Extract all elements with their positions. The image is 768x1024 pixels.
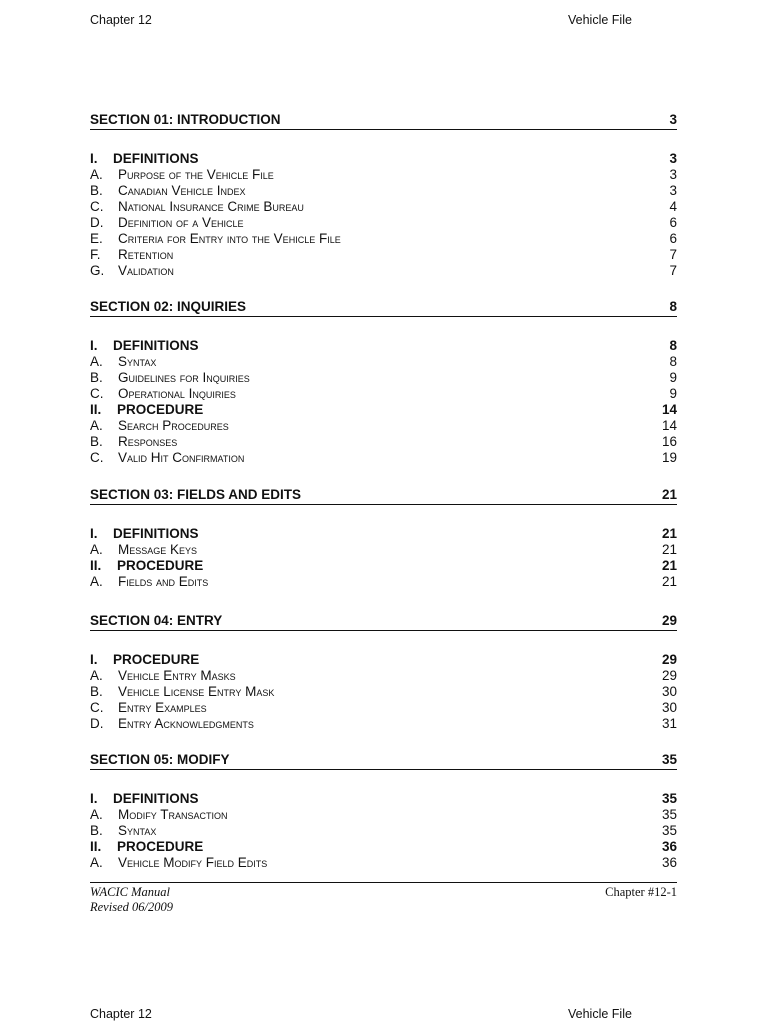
toc-entry-page: 9: [669, 385, 677, 401]
toc-entry-page: 29: [661, 652, 677, 667]
toc-entry-page: 14: [661, 417, 677, 433]
toc-entry-text: Definition of a Vehicle: [118, 214, 244, 230]
toc-entry-page: 21: [661, 541, 677, 557]
toc-entry: [90, 418, 677, 434]
toc-entry-page: 30: [661, 699, 677, 715]
toc-entry-page: 3: [669, 166, 677, 182]
toc-entry-page: 30: [661, 683, 677, 699]
toc-entry-text: Syntax: [118, 822, 157, 838]
section-heading: [90, 488, 677, 505]
toc-entry-text: DEFINITIONS: [113, 791, 199, 806]
toc-entry: [90, 183, 677, 199]
toc-entry-text: Canadian Vehicle Index: [118, 182, 246, 198]
toc-entry-text: Vehicle Entry Masks: [118, 667, 236, 683]
toc-entry-text: National Insurance Crime Bureau: [118, 198, 304, 214]
toc-entry-text: PROCEDURE: [117, 557, 204, 573]
toc-part-entry: [90, 652, 677, 668]
toc-entry-page: 16: [661, 433, 677, 449]
toc-entry-text: Retention: [118, 246, 174, 262]
next-page-header-file-name: Vehicle File: [568, 1007, 632, 1021]
toc-entry: [90, 386, 677, 402]
toc-entry-label: B.: [90, 433, 103, 449]
toc-entry: [90, 167, 677, 183]
toc-entry-text: PROCEDURE: [113, 652, 200, 667]
section-page-number: 21: [661, 487, 677, 502]
section-heading: [90, 753, 677, 770]
section-heading: [90, 300, 677, 317]
toc-entry-label: I.: [90, 526, 98, 541]
footer-manual-name: WACIC Manual: [90, 885, 171, 899]
toc-entry-page: 6: [669, 230, 677, 246]
toc-entry-label: A.: [90, 806, 103, 822]
toc-entry-label: I.: [90, 652, 98, 667]
toc-entry-page: 7: [669, 262, 677, 278]
toc-entry-page: 19: [661, 449, 677, 465]
toc-entry-label: C.: [90, 699, 104, 715]
toc-part-entry: [90, 526, 677, 542]
toc-part-entry: [90, 338, 677, 354]
toc-entry: [90, 807, 677, 823]
section-page-number: 35: [661, 752, 677, 767]
toc-entry-text: Validation: [118, 262, 174, 278]
toc-part-entry: [90, 791, 677, 807]
toc-entry: [90, 263, 677, 279]
toc-entry: [90, 574, 677, 590]
toc-entry-text: Search Procedures: [118, 417, 229, 433]
section-title: SECTION 03: FIELDS AND EDITS: [90, 487, 302, 502]
toc-entry: [90, 668, 677, 684]
section-title: SECTION 02: INQUIRIES: [90, 299, 247, 314]
toc-entry-label: D.: [90, 214, 104, 230]
toc-entry-page: 21: [661, 557, 677, 573]
toc-entry-page: 3: [669, 182, 677, 198]
toc-part-entry: [90, 402, 677, 418]
toc-entry-text: DEFINITIONS: [113, 526, 199, 541]
toc-entry-page: 35: [661, 806, 677, 822]
toc-entry: [90, 542, 677, 558]
toc-entry: [90, 700, 677, 716]
toc-entry-label: II.: [90, 557, 102, 573]
toc-part-entry: [90, 558, 677, 574]
toc-entry-label: A.: [90, 667, 103, 683]
toc-entry: [90, 215, 677, 231]
footer-divider: [90, 882, 677, 883]
toc-entry: [90, 716, 677, 732]
toc-entry: [90, 370, 677, 386]
toc-entry-text: Valid Hit Confirmation: [118, 449, 245, 465]
toc-entry-text: Syntax: [118, 353, 157, 369]
toc-entry-label: II.: [90, 838, 102, 854]
toc-entry-label: I.: [90, 791, 98, 806]
section-page-number: 8: [669, 299, 677, 314]
toc-entry: [90, 247, 677, 263]
toc-entry-label: II.: [90, 401, 102, 417]
toc-entry-label: A.: [90, 541, 103, 557]
toc-entry-label: A.: [90, 166, 103, 182]
toc-entry-text: DEFINITIONS: [113, 151, 199, 166]
toc-entry-label: B.: [90, 369, 103, 385]
toc-entry-label: B.: [90, 182, 103, 198]
section-heading: [90, 614, 677, 631]
toc-entry-label: I.: [90, 151, 98, 166]
section-page-number: 3: [669, 112, 677, 127]
toc-entry-page: 36: [661, 854, 677, 870]
toc-entry-label: A.: [90, 573, 103, 589]
toc-entry-text: Fields and Edits: [118, 573, 209, 589]
footer-revised-date: Revised 06/2009: [90, 900, 173, 914]
toc-entry-label: B.: [90, 822, 103, 838]
toc-entry-text: Vehicle License Entry Mask: [118, 683, 275, 699]
toc-entry-page: 14: [661, 401, 677, 417]
toc-entry: [90, 450, 677, 466]
toc-entry-text: Guidelines for Inquiries: [118, 369, 250, 385]
toc-entry-page: 35: [661, 791, 677, 806]
toc-entry-label: A.: [90, 417, 103, 433]
toc-entry-text: PROCEDURE: [117, 401, 204, 417]
toc-entry-text: Vehicle Modify Field Edits: [118, 854, 268, 870]
toc-entry-text: Responses: [118, 433, 178, 449]
toc-entry-label: B.: [90, 683, 103, 699]
toc-entry-label: F.: [90, 246, 101, 262]
toc-entry-label: C.: [90, 385, 104, 401]
section-title: SECTION 04: ENTRY: [90, 613, 223, 628]
toc-entry-label: I.: [90, 338, 98, 353]
toc-entry-label: C.: [90, 198, 104, 214]
toc-entry-page: 4: [669, 198, 677, 214]
toc-entry-text: Entry Examples: [118, 699, 207, 715]
footer-page-number: Chapter #12-1: [605, 885, 677, 899]
next-page-header-chapter: Chapter 12: [90, 1007, 152, 1021]
section-heading: [90, 113, 677, 130]
toc-entry-page: 21: [661, 573, 677, 589]
toc-entry-page: 6: [669, 214, 677, 230]
toc-entry-text: Operational Inquiries: [118, 385, 236, 401]
toc-entry-page: 7: [669, 246, 677, 262]
toc-entry-page: 35: [661, 822, 677, 838]
toc-part-entry: [90, 839, 677, 855]
section-title: SECTION 01: INTRODUCTION: [90, 112, 281, 127]
toc-entry: [90, 823, 677, 839]
toc-entry-label: A.: [90, 353, 103, 369]
toc-entry-page: 21: [661, 526, 677, 541]
toc-entry-text: Entry Acknowledgments: [118, 715, 254, 731]
toc-entry-label: A.: [90, 854, 103, 870]
toc-entry: [90, 684, 677, 700]
toc-entry-page: 9: [669, 369, 677, 385]
toc-entry-text: PROCEDURE: [117, 838, 204, 854]
toc-entry: [90, 354, 677, 370]
toc-entry-text: Modify Transaction: [118, 806, 228, 822]
toc-entry-text: Purpose of the Vehicle File: [118, 166, 274, 182]
toc-entry-text: Message Keys: [118, 541, 198, 557]
section-page-number: 29: [661, 613, 677, 628]
toc-entry: [90, 199, 677, 215]
toc-entry-page: 36: [661, 838, 677, 854]
toc-entry: [90, 231, 677, 247]
toc-entry-page: 8: [669, 338, 677, 353]
toc-entry-text: Criteria for Entry into the Vehicle File: [118, 230, 341, 246]
toc-entry-page: 8: [669, 353, 677, 369]
toc-entry-page: 31: [661, 715, 677, 731]
toc-part-entry: [90, 151, 677, 167]
toc-entry-page: 29: [661, 667, 677, 683]
toc-entry-text: DEFINITIONS: [113, 338, 199, 353]
toc-entry-page: 3: [669, 151, 677, 166]
toc-entry: [90, 434, 677, 450]
header-file-name: Vehicle File: [568, 13, 632, 27]
section-title: SECTION 05: MODIFY: [90, 752, 230, 767]
header-chapter: Chapter 12: [90, 13, 152, 27]
toc-entry-label: C.: [90, 449, 104, 465]
toc-entry-label: D.: [90, 715, 104, 731]
toc-entry-label: G.: [90, 262, 105, 278]
toc-entry: [90, 855, 677, 871]
toc-entry-label: E.: [90, 230, 103, 246]
